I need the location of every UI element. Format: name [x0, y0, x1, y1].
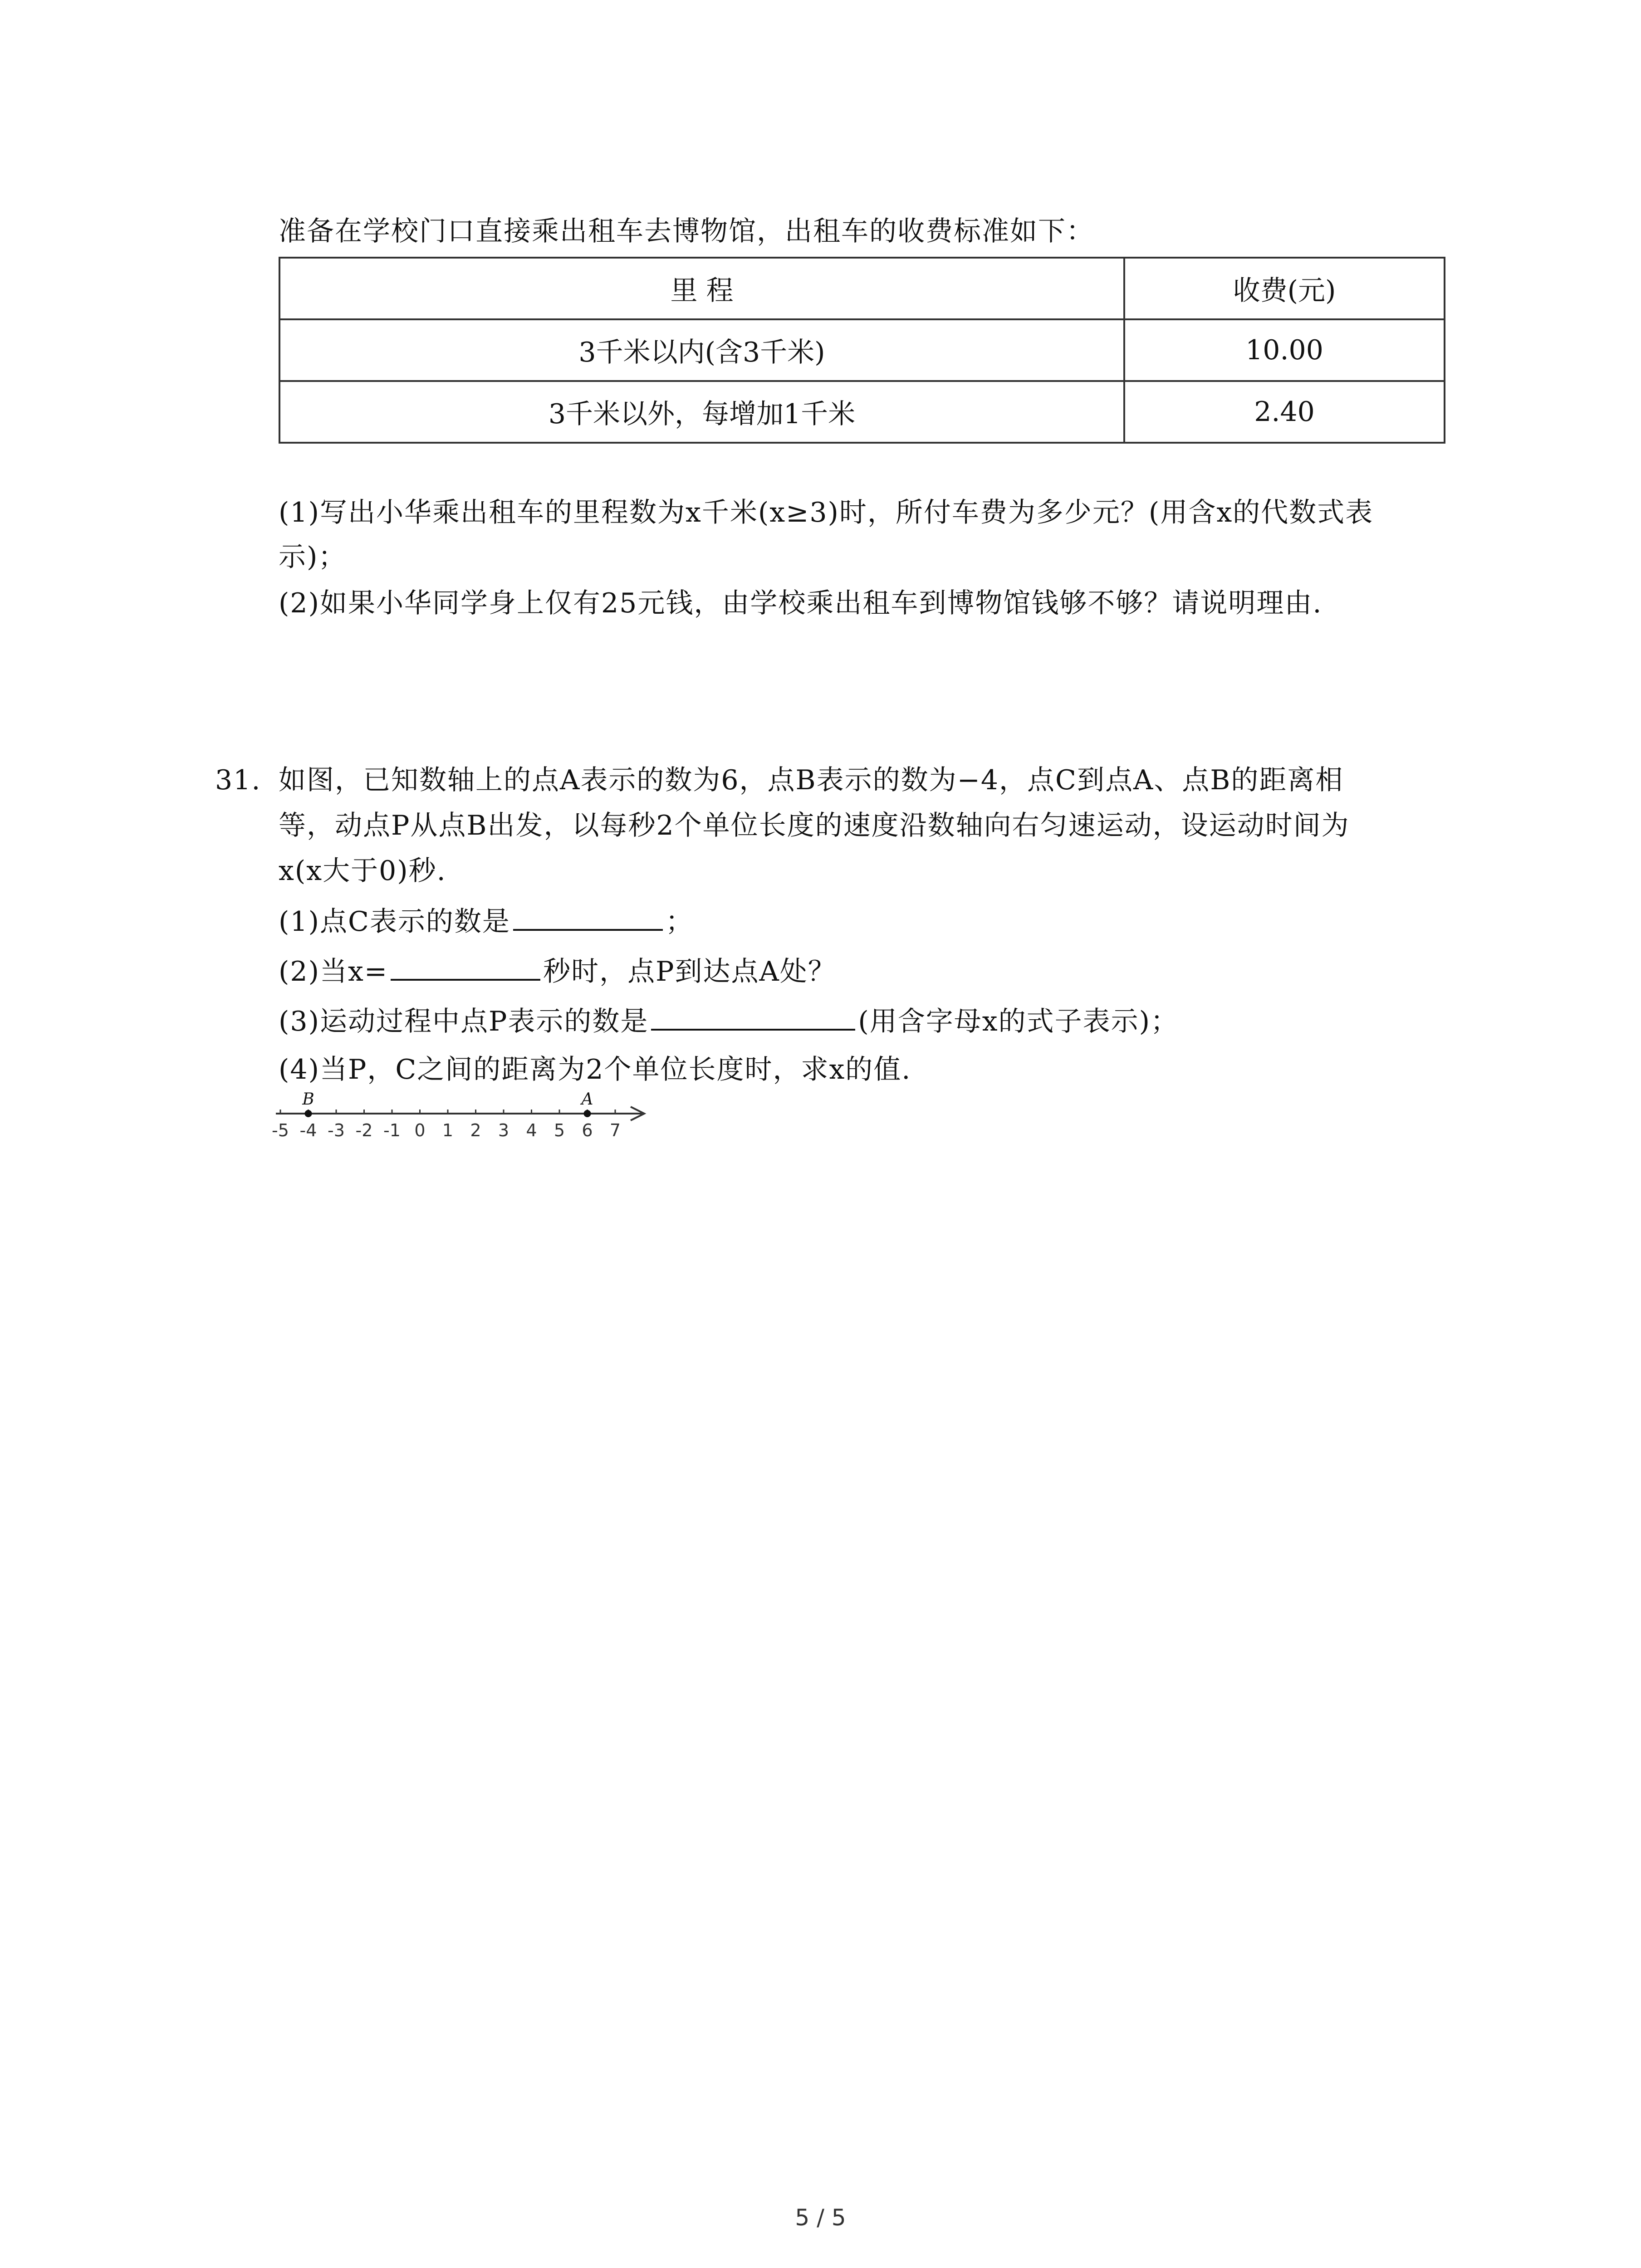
point-label-b: B: [302, 1090, 314, 1109]
answer-blank-2[interactable]: [391, 953, 540, 981]
q30-part1-line2: 示)；: [279, 541, 347, 573]
intro-line: 准备在学校门口直接乘出租车去博物馆，出租车的收费标准如下：: [279, 215, 1094, 247]
tick-label: 7: [609, 1120, 621, 1140]
tick-label: -1: [383, 1120, 401, 1140]
tick-label: -5: [272, 1120, 289, 1140]
header-distance: 里 程: [279, 258, 1124, 319]
tick-label: 1: [442, 1120, 454, 1140]
q31-part1-post: ；: [665, 906, 694, 938]
point-label-a: A: [581, 1090, 593, 1109]
q31-part3-text: (3)运动过程中点P表示的数是: [279, 1006, 649, 1037]
tick-label: 4: [526, 1120, 537, 1140]
q31-line3: x(x大于0)秒.: [279, 855, 446, 887]
q31-part3-post: (用含字母x的式子表示)；: [858, 1006, 1179, 1037]
q31-part1-text: (1)点C表示的数是: [279, 906, 510, 938]
tick-label: 6: [582, 1120, 593, 1140]
tick-label: 2: [470, 1120, 481, 1140]
tick-label: -4: [299, 1120, 317, 1140]
tick-label: 0: [414, 1120, 426, 1140]
q31-part3: [279, 1002, 1179, 1040]
q31-part1: [279, 903, 694, 940]
tick-label: 3: [498, 1120, 509, 1140]
tick-label: -2: [355, 1120, 373, 1140]
number-line: [268, 1089, 658, 1148]
q30-part2: (2)如果小华同学身上仅有25元钱，由学校乘出租车到博物馆钱够不够？请说明理由.: [279, 587, 1323, 619]
table-row: [279, 381, 1445, 443]
q31-part2: [279, 953, 836, 990]
q30-part1-line1: (1)写出小华乘出租车的里程数为x千米(x≥3)时，所付车费为多少元？(用含x的代数式表: [279, 497, 1374, 528]
point-a: [584, 1110, 591, 1117]
tick-label: -3: [328, 1120, 345, 1140]
header-fee: 收费(元): [1124, 258, 1445, 319]
q31-part2-post: 秒时，点P到达点A处？: [543, 956, 836, 987]
row2-fee: 2.40: [1124, 381, 1445, 443]
q31-line2: 等，动点P从点B出发，以每秒2个单位长度的速度沿数轴向右匀速运动，设运动时间为: [279, 810, 1350, 841]
q31-part4: (4)当P，C之间的距离为2个单位长度时，求x的值.: [279, 1054, 911, 1085]
page-footer: 5 / 5: [795, 2204, 846, 2231]
answer-blank-3[interactable]: [651, 1002, 855, 1031]
table-header-row: [279, 258, 1445, 319]
tick-label: 5: [554, 1120, 565, 1140]
row2-distance: 3千米以外，每增加1千米: [279, 381, 1124, 443]
table-row: [279, 319, 1445, 381]
q31-line1: 如图，已知数轴上的点A表示的数为6，点B表示的数为−4，点C到点A、点B的距离相: [279, 764, 1344, 796]
row1-distance: 3千米以内(含3千米): [279, 319, 1124, 381]
answer-blank-1[interactable]: [513, 903, 663, 931]
row1-fee: 10.00: [1124, 319, 1445, 381]
fee-table: [279, 257, 1445, 444]
q31-part2-text: (2)当x=: [279, 956, 388, 987]
q31-number: 31.: [215, 764, 261, 796]
point-b: [305, 1110, 312, 1117]
